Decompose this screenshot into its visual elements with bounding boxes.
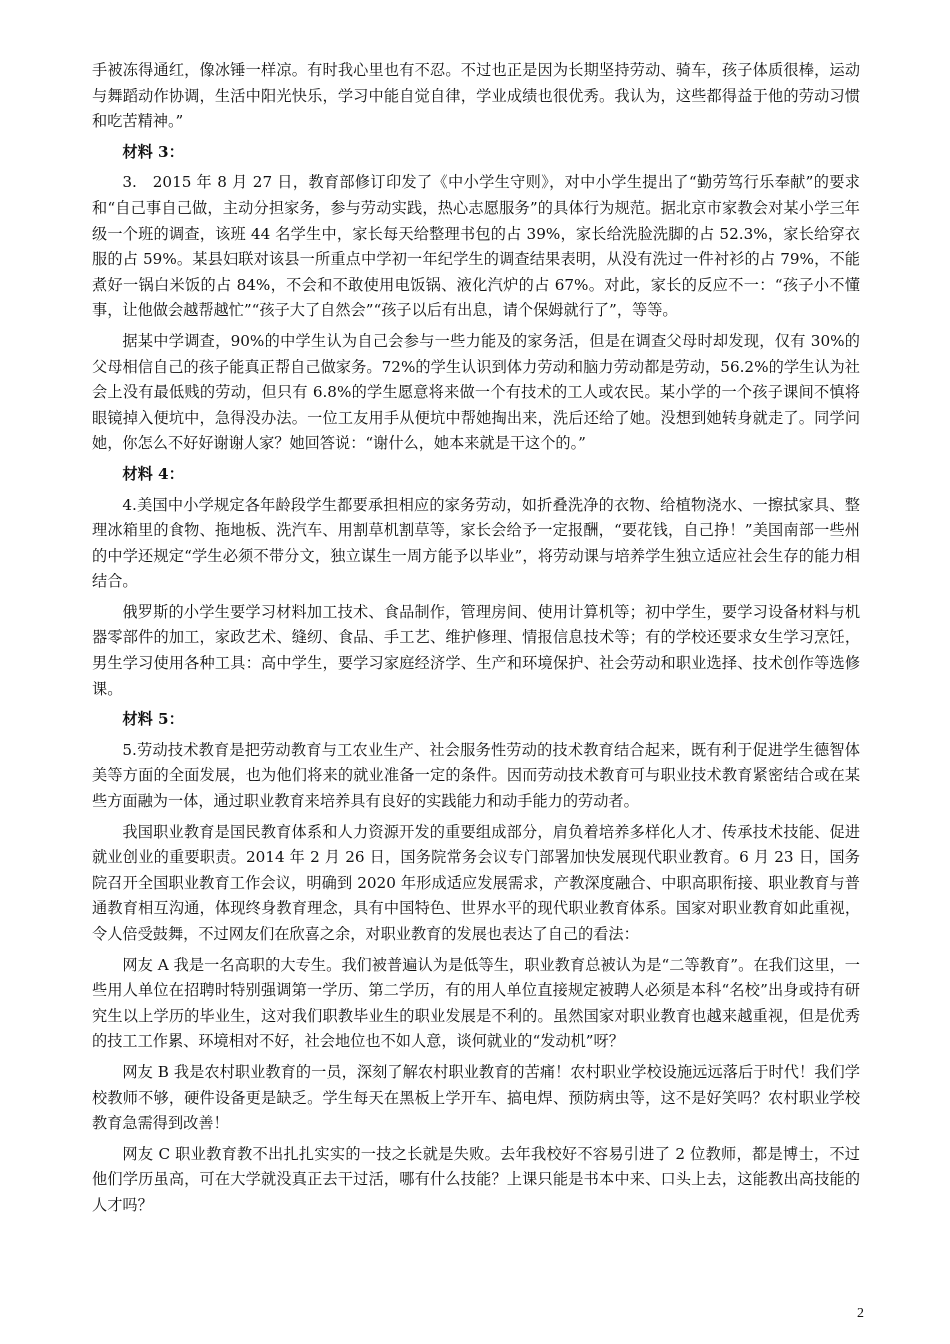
- paragraph-material-4-part-2: 俄罗斯的小学生要学习材料加工技术、食品制作，管理房间、使用计算机等；初中学生，要学习设备材料与机器零部件的加工，家政艺术、缝纫、食品、手工艺、维护修理、情报信息技术等；有的学校还要求女生学习烹饪，男生学习使用各种工具：高中学生，要学习家庭经济学、生产和环境保护、社会劳动和职业选择、技术创作等选修课。: [92, 602, 860, 698]
- paragraph-material-5-part-2: 我国职业教育是国民教育体系和人力资源开发的重要组成部分，肩负着培养多样化人才、传承技术技能、促进就业创业的重要职责。2014 年 2 月 26 日，国务院常务会议专门部署加快发展现代职业教育。6 月 23 日，国务院召开全国职业教育工作会议，明确到 2020 年形成适应发展需求，产教深度融合、中职高职衔接、职业教育与普通教育相互沟通，体现终身教育理念，具有中国特色、世界水平的现代职业教育体系。国家对职业教育如此重视，令人倍受鼓舞，不过网友们在欣喜之余，对职业教育的发展也表达了自己的看法：: [92, 822, 860, 943]
- section-heading-material-5: 材料 5：: [122, 710, 184, 729]
- paragraph-netizen-a: 网友 A 我是一名高职的大专生。我们被普遍认为是低等生，职业教育总被认为是“二等教育”。在我们这里，一些用人单位在招聘时特别强调第一学历、第二学历，有的用人单位直接规定被聘人必须是本科“名校”出身或持有研究生以上学历的毕业生，这对我们职教毕业生的职业发展是不利的。虽然国家对职业教育也越来越重视，但是优秀的技工工作累、环境相对不好，社会地位也不如人意，谈何就业的“发动机”呀？: [92, 955, 860, 1051]
- paragraph-material-3-part-1: 3. 2015 年 8 月 27 日，教育部修订印发了《中小学生守则》，对中小学生提出了“勤劳笃行乐奉献”的要求和“自己事自己做，主动分担家务，参与劳动实践，热心志愿服务”的具体行为规范。据北京市家教会对某小学三年级一个班的调查，该班 44 名学生中，家长每天给整理书包的占 39%，家长给洗脸洗脚的占 52.3%，家长给穿衣服的占 59%。某县妇联对该县一所重点中学初一年纪学生的调查结果表明，从没有洗过一件衬衫的占 79%，不能煮好一锅白米饭的占 84%，不会和不敢使用电饭锅、液化汽炉的占 67%。对此，家长的反应不一：“孩子小不懂事，让他做会越帮越忙”“孩子大了自然会”“孩子以后有出息，请个保姆就行了”，等等。: [92, 173, 860, 320]
- section-heading-material-4: 材料 4：: [122, 464, 184, 483]
- paragraph-material-5-part-1: 5.劳动技术教育是把劳动教育与工农业生产、社会服务性劳动的技术教育结合起来，既有利于促进学生德智体美等方面的全面发展，也为他们将来的就业准备一定的条件。因而劳动技术教育可与职业技术教育紧密结合或在某些方面融为一体，通过职业教育来培养具有良好的实践能力和动手能力的劳动者。: [92, 740, 860, 811]
- page-number: 2: [857, 1306, 864, 1321]
- paragraph-material-4-part-1: 4.美国中小学规定各年龄段学生都要承担相应的家务劳动，如折叠洗净的衣物、给植物浇水、一擦拭家具、整理冰箱里的食物、拖地板、洗汽车、用割草机割草等，家长会给予一定报酬，“要花钱，自己挣！”美国南部一些州的中学还规定“学生必须不带分文，独立谋生一周方能予以毕业”，将劳动课与培养学生独立适应社会生存的能力相结合。: [92, 495, 860, 591]
- paragraph-material-3-part-2: 据某中学调查，90%的中学生认为自己会参与一些力能及的家务活，但是在调查父母时却发现，仅有 30%的父母相信自己的孩子能真正帮自己做家务。72%的学生认识到体力劳动和脑力劳动都是劳动，56.2%的学生认为社会上没有最低贱的劳动，但只有 6.8%的学生愿意将来做一个有技术的工人或农民。某小学的一个孩子课间不慎将眼镜掉入便坑中，急得没办法。一位工友用手从便坑中帮她掏出来，洗后还给了她。没想到她转身就走了。同学问她，你怎么不好好谢谢人家？她回答说：“谢什么，她本来就是干这个的。”: [92, 331, 860, 453]
- section-heading-material-3: 材料 3：: [122, 142, 184, 161]
- paragraph-netizen-c: 网友 C 职业教育教不出扎扎实实的一技之长就是失败。去年我校好不容易引进了 2 位教师，都是博士，不过他们学历虽高，可在大学就没真正去干过活，哪有什么技能？上课只能是书本中来、口头上去，这能教出高技能的人才吗？: [92, 1144, 860, 1214]
- paragraph-netizen-b: 网友 B 我是农村职业教育的一员，深刻了解农村职业教育的苦痛！农村职业学校设施远远落后于时代！我们学校教师不够，硬件设备更是缺乏。学生每天在黑板上学开车、搞电焊、预防病虫等，这不是好笑吗？农村职业学校教育急需得到改善！: [92, 1062, 860, 1133]
- document-body: [92, 58, 860, 1224]
- paragraph-continued: 手被冻得通红，像冰锤一样凉。有时我心里也有不忍。不过也正是因为长期坚持劳动、骑车，孩子体质很棒，运动与舞蹈动作协调，生活中阳光快乐，学习中能自觉自律，学业成绩也很优秀。我认为，这些都得益于他的劳动习惯和吃苦精神。”: [92, 61, 860, 131]
